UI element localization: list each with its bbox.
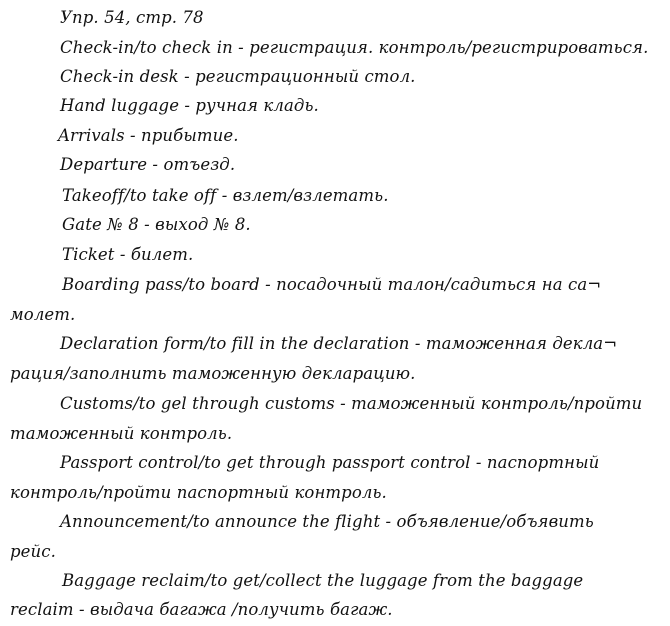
vocab-line-continuation: таможенный контроль. [10, 424, 233, 443]
vocab-line: Declaration form/to fill in the declaration - таможенная декла¬ [60, 334, 618, 353]
vocab-line-continuation: reclaim - выдача багажа /получить багаж. [10, 600, 393, 619]
vocab-line: Takeoff/to take off - взлет/взлетать. [62, 186, 389, 205]
vocab-line-continuation: рейс. [10, 542, 56, 561]
exercise-heading: Упр. 54, стр. 78 [60, 8, 204, 27]
vocab-line: Boarding pass/to board - посадочный талон/садиться на са¬ [62, 275, 602, 294]
vocab-line-continuation: молет. [10, 305, 76, 324]
vocab-line: Announcement/to announce the flight - объявление/объявить [60, 512, 594, 531]
vocab-line: Check-in/to check in - регистрация. контроль/регистрироваться. [60, 38, 649, 57]
vocab-line-continuation: рация/заполнить таможенную декларацию. [10, 364, 416, 383]
vocab-line: Departure - отъезд. [60, 155, 236, 174]
vocab-line: Customs/to gel through customs - таможенный контроль/пройти [60, 394, 643, 413]
vocab-line: Check-in desk - регистрационный стол. [60, 67, 416, 86]
vocab-line: Baggage reclaim/to get/collect the luggage from the baggage [62, 571, 584, 590]
vocab-line: Arrivals - прибытие. [58, 126, 239, 145]
vocab-line-continuation: контроль/пройти паспортный контроль. [10, 483, 387, 502]
vocab-line: Passport control/to get through passport control - паспортный [60, 453, 600, 472]
vocab-line: Hand luggage - ручная кладь. [60, 96, 319, 115]
vocab-line: Ticket - билет. [62, 245, 194, 264]
vocab-line: Gate № 8 - выход № 8. [62, 215, 251, 234]
